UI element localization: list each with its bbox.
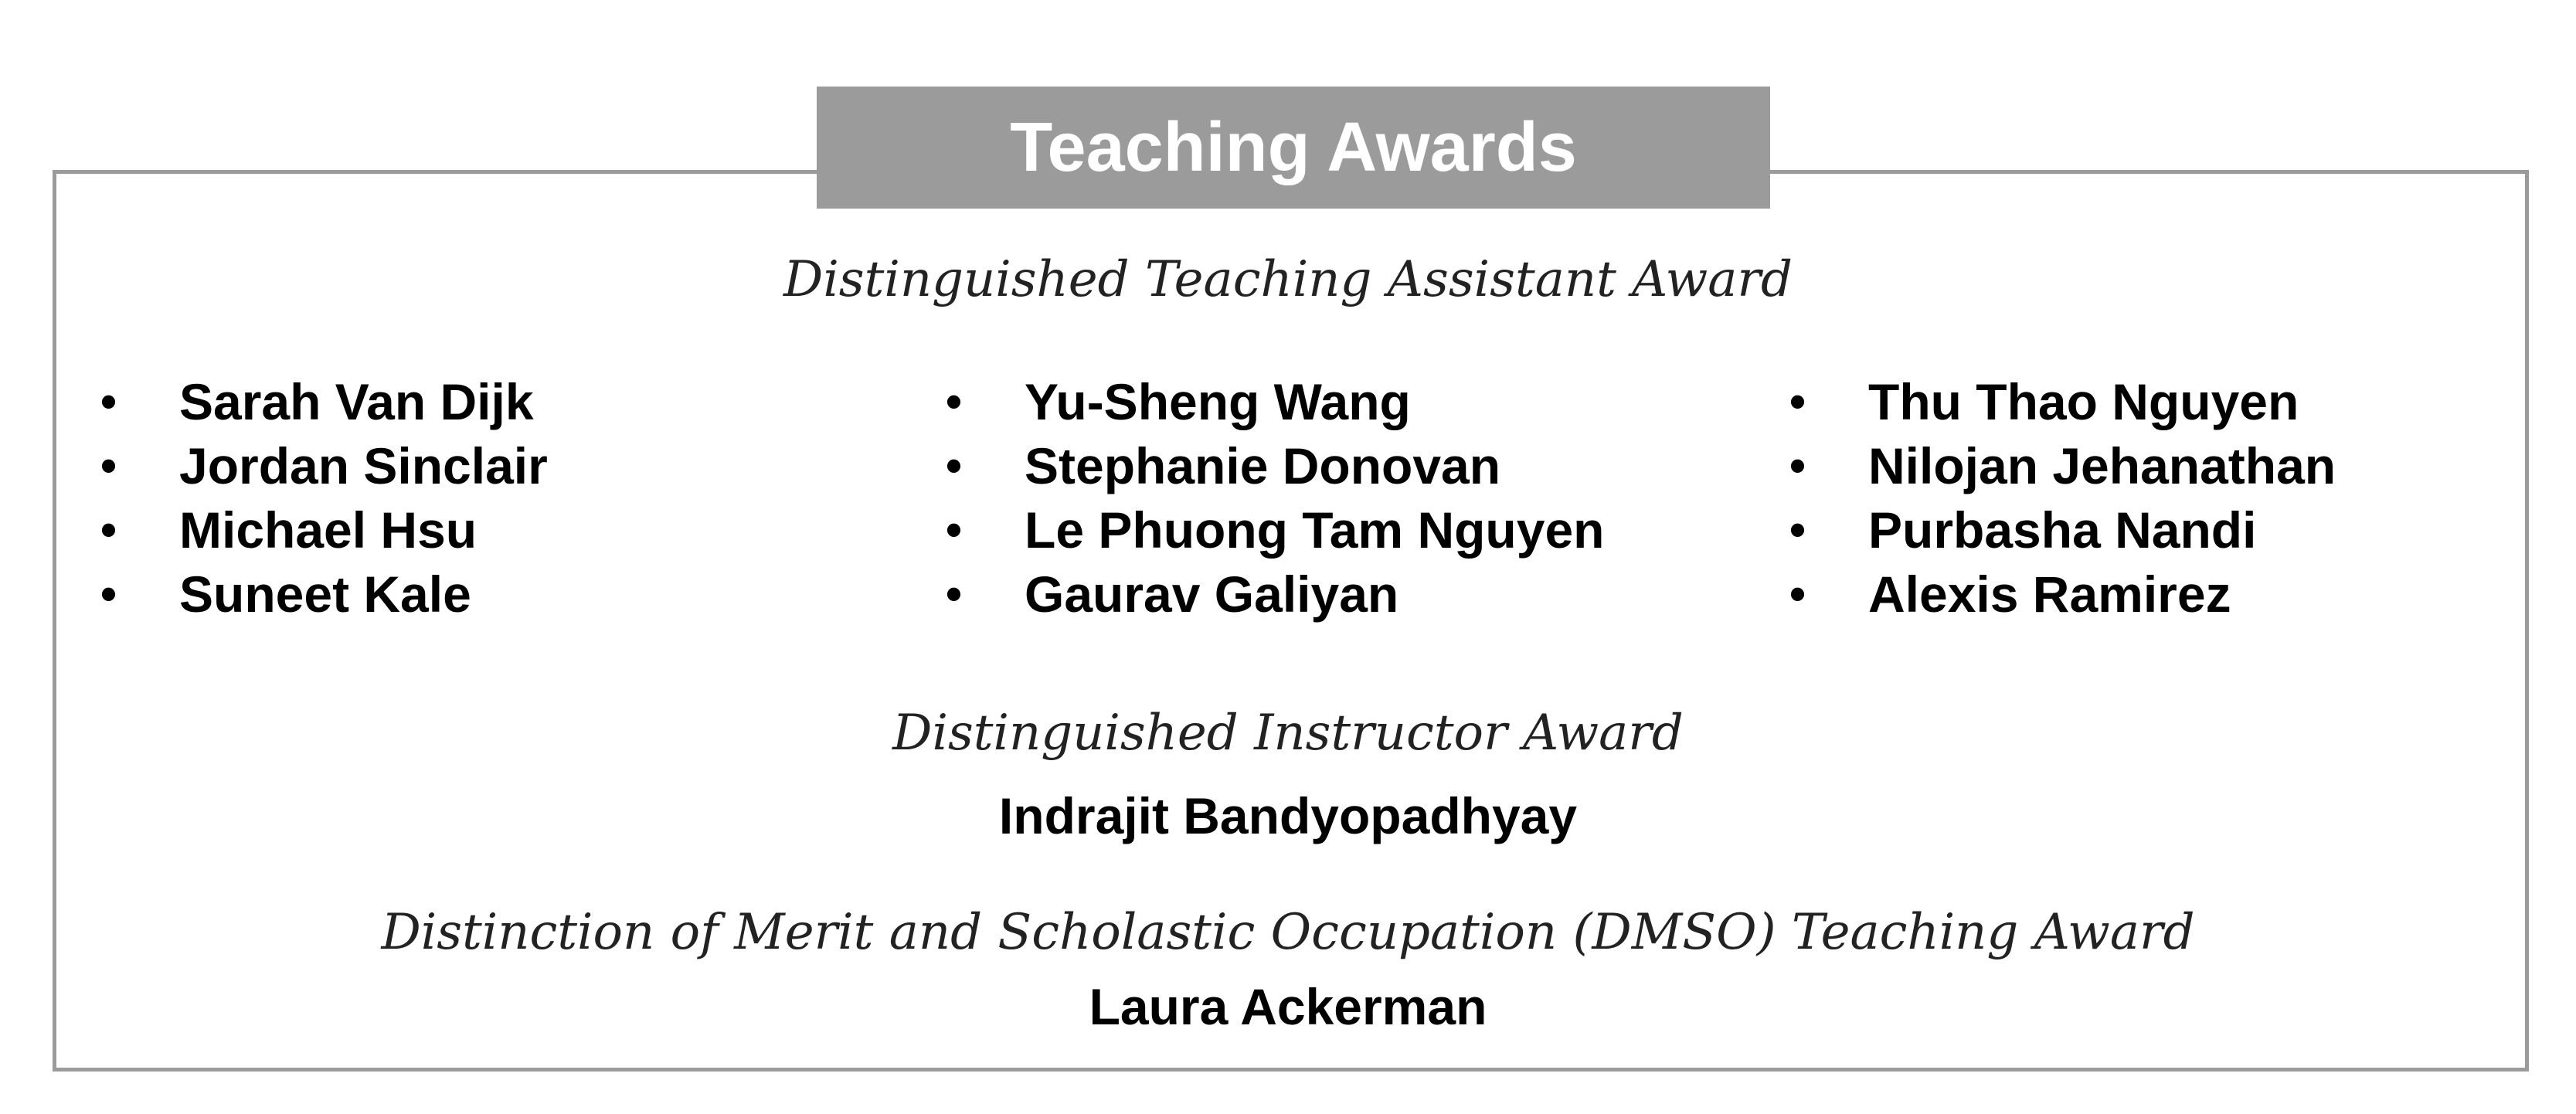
recipient-name: Stephanie Donovan [1025,436,1501,494]
bullet: • [1789,375,1806,427]
dta-heading: Distinguished Teaching Assistant Award [783,251,1793,308]
bullet: • [1789,440,1806,491]
recipient-name: Alexis Ramirez [1868,565,2231,623]
recipient-name: Jordan Sinclair [179,436,548,494]
dta-recipient [1789,498,2336,562]
dta-recipient [1789,433,2336,498]
bullet: • [100,440,117,491]
recipient-name: Le Phuong Tam Nguyen [1025,501,1605,559]
dia-recipient: Indrajit Bandyopadhyay [998,787,1578,844]
bullet: • [100,375,117,427]
dta-column-3 [1789,369,2336,626]
bullet: • [946,375,963,427]
recipient-name: Nilojan Jehanathan [1868,436,2336,494]
bullet: • [100,504,117,555]
dta-recipient [1789,369,2336,433]
bullet: • [1789,568,1806,620]
dmso-recipient: Laura Ackerman [1089,978,1487,1035]
recipient-name: Sarah Van Dijk [179,372,534,430]
recipient-name: Suneet Kale [179,565,471,623]
bullet: • [946,504,963,555]
bullet: • [946,568,963,620]
dta-recipient [100,433,548,498]
dta-column-2 [946,369,1604,626]
recipient-name: Gaurav Galiyan [1025,565,1399,623]
dta-recipient [946,562,1604,626]
dta-recipient [946,498,1604,562]
dmso-heading: Distinction of Merit and Scholastic Occupation (DMSO) Teaching Award [381,904,2195,961]
page-title: Teaching Awards [1010,108,1577,186]
recipient-name: Purbasha Nandi [1868,501,2257,559]
dta-recipient [100,369,548,433]
dta-column-1 [100,369,548,626]
bullet: • [946,440,963,491]
dta-recipient [946,433,1604,498]
bullet: • [100,568,117,620]
dta-recipient [1789,562,2336,626]
page-title-banner [817,87,1770,209]
dta-recipient [100,498,548,562]
dia-heading: Distinguished Instructor Award [892,705,1684,762]
recipient-name: Thu Thao Nguyen [1868,372,2299,430]
recipient-name: Yu-Sheng Wang [1025,372,1411,430]
recipient-name: Michael Hsu [179,501,477,559]
bullet: • [1789,504,1806,555]
dta-recipient [100,562,548,626]
dta-recipient [946,369,1604,433]
